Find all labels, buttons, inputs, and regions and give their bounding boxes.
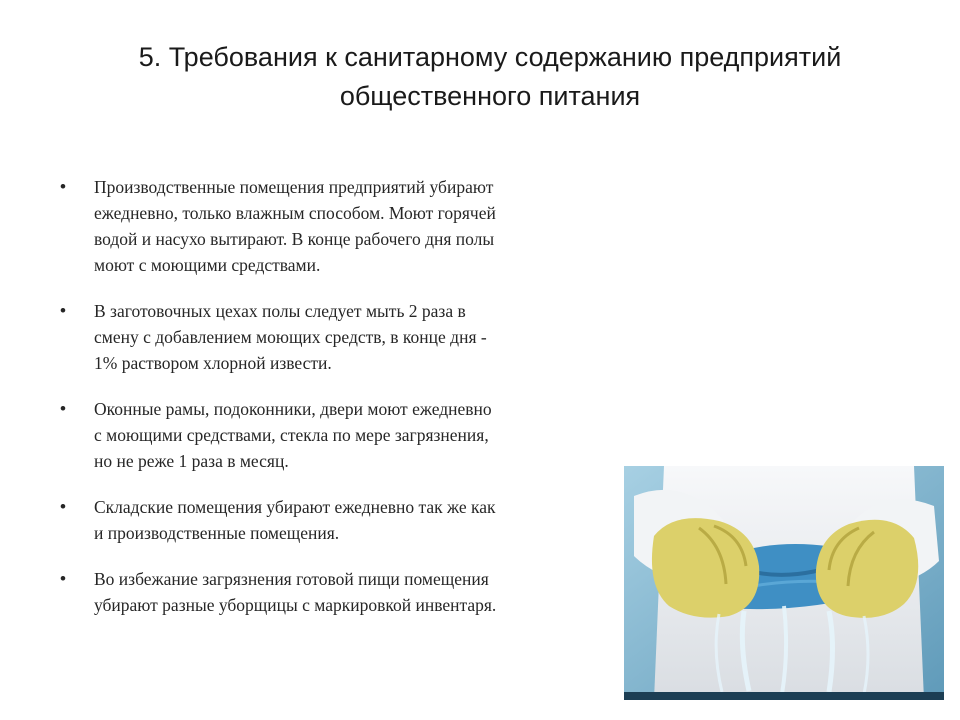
slide-title (60, 38, 920, 116)
bullet-marker: • (60, 301, 66, 320)
bullet-line: В заготовочных цехах полы следует мыть 2 раза в (94, 301, 466, 321)
bullet-line: Производственные помещения предприятий убирают (94, 177, 494, 197)
bullet-item (60, 396, 590, 474)
bullet-line: но не реже 1 раза в месяц. (94, 451, 289, 471)
dark-surface (624, 692, 944, 700)
title-line-1: 5. Требования к санитарному содержанию предприятий (138, 42, 842, 72)
bullet-item (60, 298, 590, 376)
bullet-list (60, 174, 590, 638)
bullet-line: смену с добавлением моющих средств, в конце дня - (94, 327, 487, 347)
bullet-line: с моющими средствами, стекла по мере загрязнения, (94, 425, 489, 445)
bullet-line: Складские помещения убирают ежедневно так же как (94, 497, 496, 517)
bullet-marker: • (60, 399, 66, 418)
cleaning-gloves-photo (624, 466, 944, 700)
bullet-item (60, 494, 590, 546)
bullet-marker: • (60, 497, 66, 516)
title-line-2: общественного питания (339, 81, 641, 111)
bullet-line: ежедневно, только влажным способом. Моют горячей (94, 203, 496, 223)
bullet-item (60, 174, 590, 278)
bullet-line: Оконные рамы, подоконники, двери моют ежедневно (94, 399, 492, 419)
bullet-line: Во избежание загрязнения готовой пищи помещения (94, 569, 489, 589)
bullet-line: 1% раствором хлорной извести. (94, 353, 332, 373)
bullet-marker: • (60, 569, 66, 588)
bullet-marker: • (60, 177, 66, 196)
bullet-item (60, 566, 590, 618)
bullet-line: водой и насухо вытирают. В конце рабочего дня полы (94, 229, 495, 249)
bullet-line: и производственные помещения. (94, 523, 340, 543)
bullet-line: убирают разные уборщицы с маркировкой инвентаря. (94, 595, 497, 615)
bullet-line: моют с моющими средствами. (94, 255, 321, 275)
